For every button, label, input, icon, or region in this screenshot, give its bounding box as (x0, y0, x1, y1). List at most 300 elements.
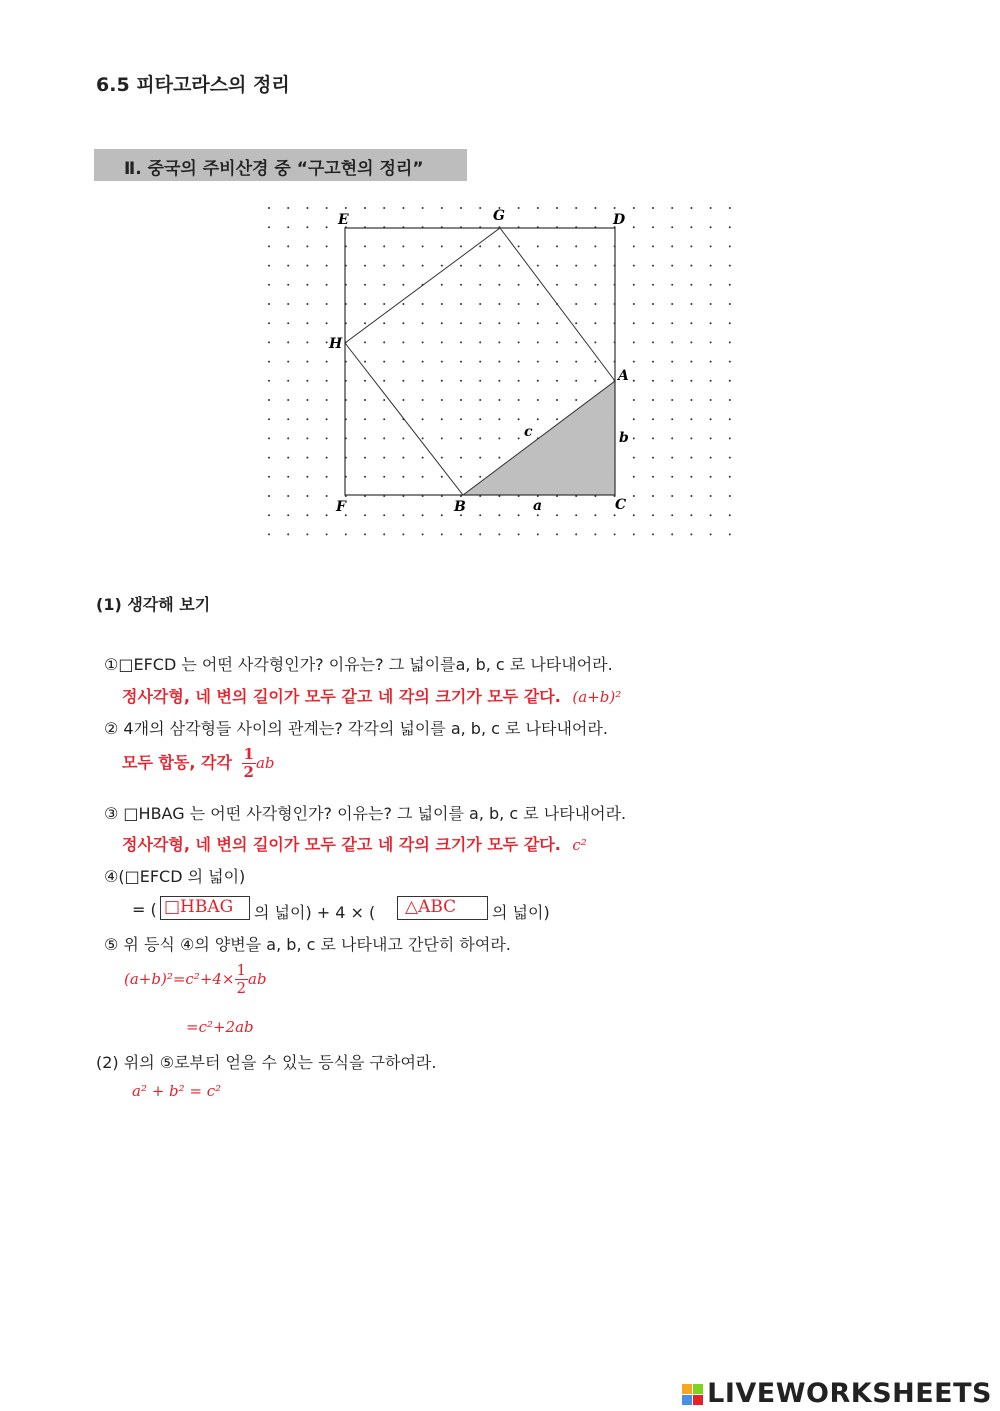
grid-dot (306, 457, 308, 459)
grid-dot (383, 437, 385, 439)
grid-dot (518, 207, 520, 209)
grid-dot (556, 418, 558, 420)
grid-dot (326, 495, 328, 497)
grid-dot (671, 533, 673, 535)
answer-3-text: 정사각형, 네 변의 길이가 모두 같고 네 각의 크기가 모두 같다. (122, 835, 561, 854)
grid-dot (690, 457, 692, 459)
grid-dot (556, 399, 558, 401)
grid-dot (306, 284, 308, 286)
grid-dot (729, 303, 731, 305)
grid-dot (268, 341, 270, 343)
label-g: G (493, 208, 505, 224)
grid-dot (690, 418, 692, 420)
grid-dot (268, 514, 270, 516)
label-h: H (329, 336, 343, 352)
grid-dot (518, 265, 520, 267)
answer-1-text: 정사각형, 네 변의 길이가 모두 같고 네 각의 크기가 모두 같다. (122, 687, 561, 706)
grid-dot (537, 303, 539, 305)
grid-dot (402, 303, 404, 305)
grid-dot (326, 380, 328, 382)
grid-dot (326, 418, 328, 420)
grid-dot (633, 533, 635, 535)
grid-dot (729, 437, 731, 439)
section-banner (94, 149, 467, 181)
grid-dot (345, 207, 347, 209)
grid-dot (268, 399, 270, 401)
grid-dot (537, 322, 539, 324)
grid-dot (287, 245, 289, 247)
grid-dot (614, 207, 616, 209)
grid-dot (422, 437, 424, 439)
grid-dot (422, 245, 424, 247)
side-b-label: b (619, 430, 629, 446)
answer-2-fraction (242, 746, 256, 781)
grid-dot (671, 284, 673, 286)
grid-dot (402, 207, 404, 209)
grid-dot (594, 514, 596, 516)
grid-dot (460, 284, 462, 286)
side-a-label: a (533, 498, 543, 514)
grid-dot (671, 380, 673, 382)
grid-dot (575, 341, 577, 343)
grid-dot (383, 380, 385, 382)
grid-dot (710, 380, 712, 382)
grid-dot (652, 533, 654, 535)
question-3: ③ □HBAG 는 어떤 사각형인가? 이유는? 그 넓이를 a, b, c 로 나타내어라. (104, 804, 627, 823)
grid-dot (498, 361, 500, 363)
grid-dot (671, 514, 673, 516)
grid-dot (364, 418, 366, 420)
grid-dot (652, 380, 654, 382)
grid-dot (575, 514, 577, 516)
grid-dot (287, 361, 289, 363)
grid-dot (287, 533, 289, 535)
grid-dot (729, 476, 731, 478)
grid-dot (556, 284, 558, 286)
label-b: B (454, 499, 466, 515)
grid-dot (287, 514, 289, 516)
grid-dot (556, 341, 558, 343)
grid-dot (364, 303, 366, 305)
grid-dot (306, 322, 308, 324)
grid-dot (460, 533, 462, 535)
grid-dot (460, 361, 462, 363)
answer-3-math: c² (572, 836, 587, 854)
grid-dot (556, 361, 558, 363)
grid-dot (690, 437, 692, 439)
grid-dot (326, 207, 328, 209)
question-2: ② 4개의 삼각형들 사이의 관계는? 각각의 넓이를 a, b, c 로 나타내어라. (104, 719, 608, 738)
grid-dot (326, 476, 328, 478)
grid-dot (498, 418, 500, 420)
answer-5-right: ab (248, 970, 267, 988)
grid-dot (364, 322, 366, 324)
logo-mark-icon (682, 1384, 703, 1405)
grid-dot (364, 361, 366, 363)
grid-dot (306, 380, 308, 382)
grid-dot (633, 437, 635, 439)
grid-dot (575, 284, 577, 286)
grid-dot (287, 476, 289, 478)
grid-dot (326, 265, 328, 267)
grid-dot (614, 533, 616, 535)
grid-dot (402, 514, 404, 516)
grid-dot (402, 476, 404, 478)
grid-dot (575, 245, 577, 247)
grid-dot (729, 207, 731, 209)
grid-dot (268, 245, 270, 247)
grid-dot (537, 207, 539, 209)
grid-dot (729, 361, 731, 363)
grid-dot (518, 284, 520, 286)
grid-dot (326, 341, 328, 343)
grid-dot (364, 265, 366, 267)
grid-dot (364, 284, 366, 286)
grid-dot (326, 361, 328, 363)
grid-dot (498, 380, 500, 382)
grid-dot (441, 399, 443, 401)
grid-dot (306, 399, 308, 401)
grid-dot (594, 207, 596, 209)
grid-dot (268, 437, 270, 439)
grid-dot (575, 399, 577, 401)
grid-dot (633, 361, 635, 363)
grid-dot (633, 495, 635, 497)
answer-2-math: ab (255, 754, 275, 772)
grid-dot (422, 322, 424, 324)
grid-dot (479, 341, 481, 343)
grid-dot (652, 418, 654, 420)
grid-dot (287, 207, 289, 209)
grid-dot (671, 265, 673, 267)
side-c-label: c (524, 424, 533, 440)
grid-dot (633, 245, 635, 247)
grid-dot (652, 322, 654, 324)
grid-dot (479, 322, 481, 324)
grid-dot (537, 341, 539, 343)
grid-dot (556, 322, 558, 324)
grid-dot (729, 418, 731, 420)
grid-dot (575, 380, 577, 382)
grid-dot (498, 265, 500, 267)
part1-heading: (1) 생각해 보기 (96, 595, 211, 614)
grid-dot (652, 245, 654, 247)
grid-dot (575, 207, 577, 209)
grid-dot (306, 265, 308, 267)
part2-question: (2) 위의 ⑤로부터 얻을 수 있는 등식을 구하여라. (96, 1053, 437, 1072)
grid-dot (326, 533, 328, 535)
grid-dot (364, 207, 366, 209)
grid-dot (306, 245, 308, 247)
grid-dot (498, 303, 500, 305)
grid-dot (498, 399, 500, 401)
grid-dot (633, 476, 635, 478)
grid-dot (710, 533, 712, 535)
grid-dot (460, 265, 462, 267)
grid-dot (306, 226, 308, 228)
grid-dot (690, 361, 692, 363)
grid-dot (287, 418, 289, 420)
fraction-denominator: 2 (243, 763, 254, 781)
answer-2 (122, 746, 275, 781)
grid-dot (287, 399, 289, 401)
grid-dot (537, 361, 539, 363)
grid-dot (652, 476, 654, 478)
grid-dot (268, 303, 270, 305)
grid-dot (518, 245, 520, 247)
grid-dot (594, 322, 596, 324)
grid-dot (729, 514, 731, 516)
grid-dot (345, 533, 347, 535)
grid-dot (479, 284, 481, 286)
grid-dot (575, 303, 577, 305)
grid-dot (402, 341, 404, 343)
grid-dot (710, 207, 712, 209)
grid-dot (518, 303, 520, 305)
grid-dot (537, 284, 539, 286)
grid-dot (633, 226, 635, 228)
grid-dot (633, 399, 635, 401)
label-a: A (618, 368, 629, 384)
grid-dot (268, 457, 270, 459)
grid-dot (268, 418, 270, 420)
grid-dot (422, 399, 424, 401)
grid-dot (729, 322, 731, 324)
grid-dot (710, 303, 712, 305)
grid-dot (364, 437, 366, 439)
grid-dot (556, 533, 558, 535)
grid-dot (402, 437, 404, 439)
grid-dot (633, 284, 635, 286)
answer-box-abc[interactable]: △ABC (397, 896, 488, 920)
question-4: ④(□EFCD 의 넓이) (104, 867, 246, 886)
grid-dot (518, 533, 520, 535)
grid-dot (326, 284, 328, 286)
grid-dot (729, 226, 731, 228)
grid-dot (671, 226, 673, 228)
grid-dot (537, 380, 539, 382)
part2-answer: a² + b² = c² (132, 1082, 222, 1100)
grid-dot (690, 476, 692, 478)
grid-dot (690, 380, 692, 382)
grid-dot (441, 361, 443, 363)
grid-dot (498, 284, 500, 286)
grid-dot (268, 380, 270, 382)
grid-dot (633, 514, 635, 516)
pythagoras-figure (260, 198, 740, 543)
grid-dot (556, 207, 558, 209)
grid-dot (402, 533, 404, 535)
grid-dot (306, 437, 308, 439)
grid-dot (268, 284, 270, 286)
grid-dot (268, 533, 270, 535)
grid-dot (671, 418, 673, 420)
grid-dot (422, 380, 424, 382)
grid-dot (364, 533, 366, 535)
grid-dot (710, 418, 712, 420)
grid-dot (402, 399, 404, 401)
grid-dot (479, 533, 481, 535)
grid-dot (441, 380, 443, 382)
grid-dot (671, 361, 673, 363)
grid-dot (287, 284, 289, 286)
fraction-numerator: 1 (243, 745, 254, 763)
label-c: C (615, 497, 627, 513)
grid-dot (710, 495, 712, 497)
grid-dot (633, 207, 635, 209)
grid-dot (518, 380, 520, 382)
grid-dot (441, 284, 443, 286)
label-f: F (336, 499, 346, 515)
grid-dot (594, 303, 596, 305)
grid-dot (460, 207, 462, 209)
grid-dot (287, 226, 289, 228)
grid-dot (633, 380, 635, 382)
fraction-numerator: 1 (236, 961, 247, 979)
grid-dot (306, 418, 308, 420)
grid-dot (287, 322, 289, 324)
grid-dot (537, 418, 539, 420)
grid-dot (441, 265, 443, 267)
grid-dot (537, 265, 539, 267)
grid-dot (383, 265, 385, 267)
grid-dot (287, 265, 289, 267)
grid-dot (652, 226, 654, 228)
grid-dot (498, 514, 500, 516)
grid-dot (268, 207, 270, 209)
grid-dot (287, 303, 289, 305)
grid-dot (518, 399, 520, 401)
grid-dot (287, 380, 289, 382)
grid-dot (690, 245, 692, 247)
grid-dot (671, 303, 673, 305)
grid-dot (479, 437, 481, 439)
grid-dot (287, 341, 289, 343)
grid-dot (594, 265, 596, 267)
grid-dot (537, 533, 539, 535)
grid-dot (364, 380, 366, 382)
grid-dot (422, 418, 424, 420)
answer-box-hbag[interactable]: □HBAG (160, 896, 250, 920)
grid-dot (306, 361, 308, 363)
grid-dot (479, 207, 481, 209)
grid-dot (306, 207, 308, 209)
grid-dot (268, 361, 270, 363)
grid-dot (364, 341, 366, 343)
grid-dot (671, 399, 673, 401)
grid-dot (479, 399, 481, 401)
grid-dot (402, 380, 404, 382)
grid-dot (326, 399, 328, 401)
answer-5-fraction (235, 962, 249, 997)
grid-dot (594, 245, 596, 247)
grid-dot (326, 457, 328, 459)
grid-dot (710, 437, 712, 439)
grid-dot (575, 361, 577, 363)
grid-dot (268, 226, 270, 228)
grid-dot (652, 457, 654, 459)
grid-dot (326, 226, 328, 228)
label-d: D (613, 212, 626, 228)
grid-dot (575, 265, 577, 267)
grid-dot (652, 361, 654, 363)
grid-dot (306, 514, 308, 516)
grid-dot (729, 265, 731, 267)
grid-dot (594, 361, 596, 363)
grid-dot (556, 380, 558, 382)
grid-dot (402, 322, 404, 324)
grid-dot (729, 284, 731, 286)
grid-dot (479, 361, 481, 363)
fraction-denominator: 2 (236, 979, 247, 997)
grid-dot (383, 322, 385, 324)
grid-dot (710, 457, 712, 459)
grid-dot (364, 399, 366, 401)
grid-dot (652, 495, 654, 497)
page-title: 6.5 피타고라스의 정리 (96, 74, 290, 96)
grid-dot (326, 303, 328, 305)
grid-dot (671, 341, 673, 343)
answer-5-left: (a+b)²=c²+4× (124, 970, 235, 988)
grid-dot (710, 265, 712, 267)
grid-dot (441, 457, 443, 459)
grid-dot (690, 322, 692, 324)
grid-dot (383, 476, 385, 478)
question-4-end: 의 넓이) (492, 903, 550, 922)
grid-dot (268, 322, 270, 324)
grid-dot (710, 399, 712, 401)
grid-dot (364, 514, 366, 516)
grid-dot (729, 245, 731, 247)
grid-dot (422, 514, 424, 516)
grid-dot (556, 245, 558, 247)
grid-dot (479, 476, 481, 478)
grid-dot (422, 341, 424, 343)
grid-dot (383, 457, 385, 459)
grid-dot (690, 226, 692, 228)
grid-dot (518, 341, 520, 343)
grid-dot (729, 399, 731, 401)
grid-dot (671, 245, 673, 247)
grid-dot (498, 533, 500, 535)
grid-dot (422, 303, 424, 305)
grid-dot (364, 457, 366, 459)
grid-dot (479, 457, 481, 459)
section-title: Ⅱ. 중국의 주비산경 중 “구고현의 정리” (124, 159, 424, 179)
grid-dot (441, 303, 443, 305)
question-4-middle: 의 넓이) + 4 × ( (254, 903, 376, 922)
grid-dot (652, 284, 654, 286)
grid-dot (460, 322, 462, 324)
grid-dot (402, 457, 404, 459)
grid-dot (537, 399, 539, 401)
grid-dot (652, 514, 654, 516)
grid-dot (479, 380, 481, 382)
grid-dot (498, 457, 500, 459)
grid-dot (287, 457, 289, 459)
grid-dot (287, 495, 289, 497)
answer-2-text: 모두 합동, 각각 (122, 753, 232, 772)
grid-dot (306, 476, 308, 478)
grid-dot (479, 303, 481, 305)
grid-dot (652, 303, 654, 305)
logo-text: LIVEWORKSHEETS (707, 1378, 992, 1409)
grid-dot (383, 418, 385, 420)
grid-dot (364, 245, 366, 247)
grid-dot (652, 341, 654, 343)
grid-dot (518, 514, 520, 516)
grid-dot (326, 322, 328, 324)
